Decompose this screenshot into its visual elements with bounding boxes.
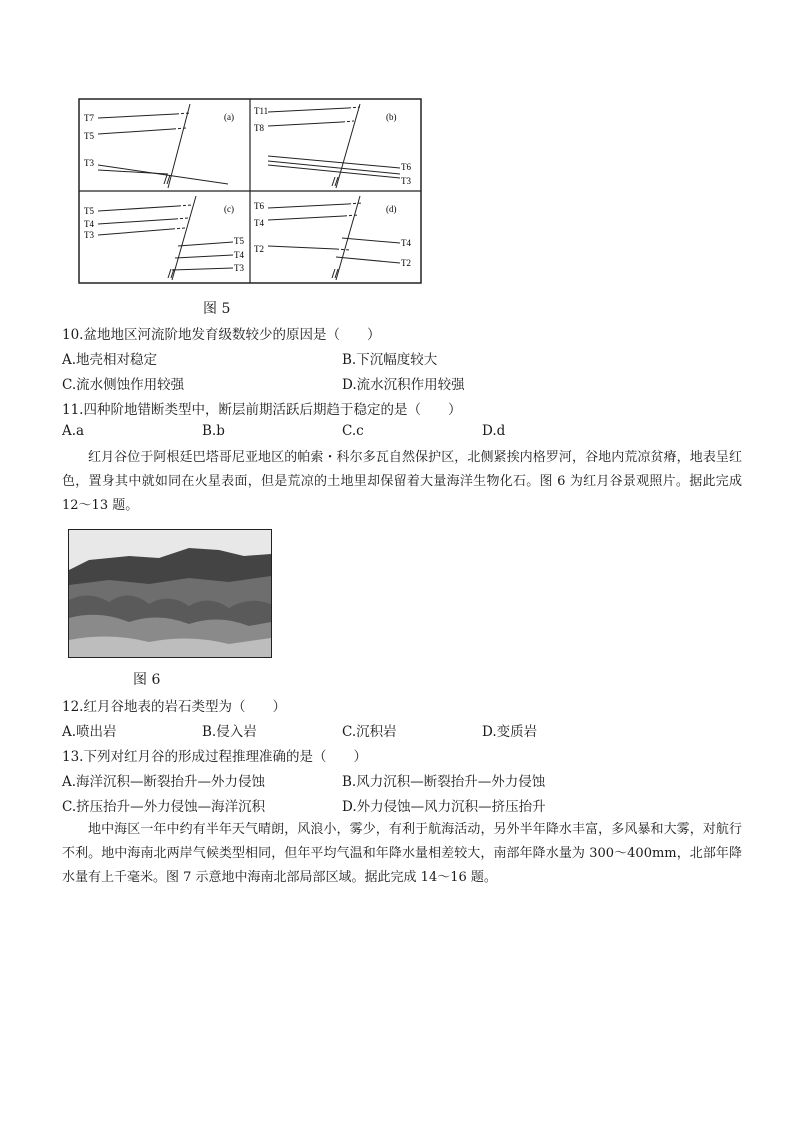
panel-d-label-r2: T2 (401, 258, 411, 268)
panel-b-label-r1: T6 (401, 162, 411, 172)
panel-c (98, 196, 233, 280)
figure-5-caption: 图 5 (203, 301, 231, 317)
panel-b (268, 104, 400, 188)
panel-c-label-r3: T3 (234, 263, 244, 273)
question-11-option-c: C.c (342, 423, 364, 439)
question-12-option-d: D.变质岩 (482, 724, 538, 740)
panel-d-tag: (d) (386, 204, 397, 214)
question-12-option-c: C.沉积岩 (342, 724, 397, 740)
question-10-option-c: C.流水侧蚀作用较强 (62, 377, 185, 393)
question-13-option-b: B.风力沉积—断裂抬升—外力侵蚀 (342, 774, 546, 790)
panel-d-label-3: T2 (254, 244, 264, 254)
panel-c-label-r1: T5 (234, 236, 244, 246)
panel-c-label-1: T5 (84, 206, 94, 216)
question-13-option-c: C.挤压抬升—外力侵蚀—海洋沉积 (62, 799, 266, 815)
question-12-stem: 12.红月谷地表的岩石类型为（ ） (62, 699, 286, 715)
panel-d-label-r1: T4 (401, 238, 411, 248)
panel-b-tag: (b) (386, 112, 397, 122)
question-11-option-a: A.a (62, 423, 85, 439)
panel-d-label-1: T6 (254, 201, 264, 211)
question-13-option-d: D.外力侵蚀—风力沉积—挤压抬升 (342, 799, 546, 815)
passage-red-moon-valley: 红月谷位于阿根廷巴塔哥尼亚地区的帕索・科尔多瓦自然保护区，北侧紧挨内格罗河，谷地内荒凉贫瘠，地表呈红色，置身其中就如同在火星表面，但是荒凉的土地里却保留着大量海洋生物化石。图 6 为红月谷景观照片。据此完成 12～13 题。 (62, 450, 742, 513)
question-10-option-a: A.地壳相对稳定 (62, 352, 158, 368)
question-11-option-b: B.b (202, 423, 225, 439)
question-10-stem: 10.盆地地区河流阶地发育级数较少的原因是（ ） (62, 327, 381, 343)
question-13-stem: 13.下列对红月谷的形成过程推理准确的是（ ） (62, 749, 367, 765)
panel-c-label-2: T4 (84, 219, 94, 229)
panel-a (98, 104, 228, 188)
question-10-option-b: B.下沉幅度较大 (342, 352, 438, 368)
figure-6-photo (68, 529, 272, 658)
question-13-option-a: A.海洋沉积—断裂抬升—外力侵蚀 (62, 774, 266, 790)
panel-c-label-r2: T4 (234, 250, 244, 260)
panel-b-label-r2: T3 (401, 176, 411, 186)
figure-6-caption: 图 6 (133, 672, 161, 688)
question-11-stem: 11.四种阶地错断类型中，断层前期活跃后期趋于稳定的是（ ） (62, 402, 462, 418)
panel-d (268, 196, 400, 280)
question-10-option-d: D.流水沉积作用较强 (342, 377, 465, 393)
panel-a-label-3: T3 (84, 158, 94, 168)
panel-c-tag: (c) (224, 204, 234, 214)
panel-c-label-3: T3 (84, 230, 94, 240)
panel-d-label-2: T4 (254, 218, 264, 228)
panel-b-label-2: T8 (254, 123, 264, 133)
panel-b-label-1: T11 (254, 106, 269, 116)
question-11-option-d: D.d (482, 423, 506, 439)
panel-a-tag: (a) (224, 112, 234, 122)
question-12-option-a: A.喷出岩 (62, 724, 117, 740)
panel-a-label-2: T5 (84, 131, 94, 141)
passage-mediterranean: 地中海区一年中约有半年天气晴朗，风浪小，雾少，有利于航海活动，另外半年降水丰富，多风暴和大雾，对航行不利。地中海南北两岸气候类型相同，但年平均气温和年降水量相差较大，南部年降水量为 300～400mm，北部年降水量有上千毫米。图 7 示意地中海南北部局部区域。据此完成 14～16 题。 (62, 822, 742, 885)
question-12-option-b: B.侵入岩 (202, 724, 257, 740)
panel-a-label-1: T7 (84, 113, 94, 123)
figure-5-terrace-diagram (78, 98, 422, 284)
